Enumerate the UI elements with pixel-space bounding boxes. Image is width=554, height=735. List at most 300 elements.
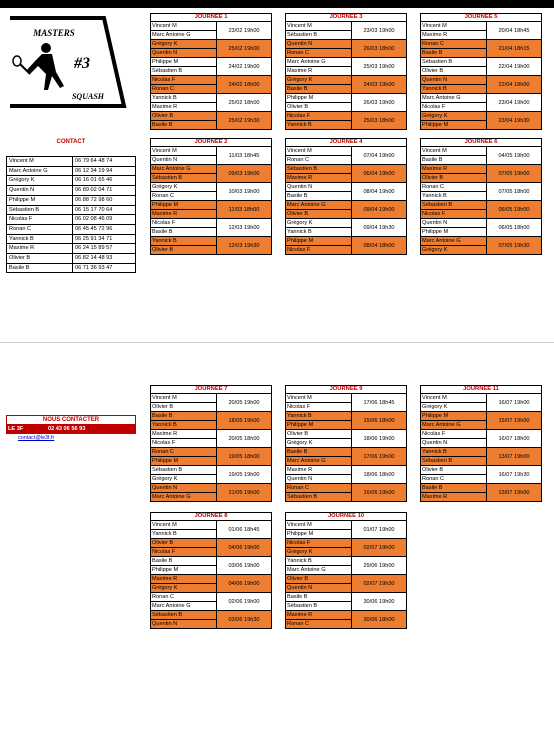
match-players xyxy=(151,484,217,501)
player-name: Basile B xyxy=(422,50,443,56)
contact-row xyxy=(7,224,136,234)
player-name: Ronan C xyxy=(286,484,351,493)
match-players xyxy=(151,147,217,164)
match-players xyxy=(151,466,217,483)
player-name: Grégory K xyxy=(152,476,178,482)
contact-phone: 06 89 02 04 71 xyxy=(73,186,136,196)
match-players xyxy=(151,201,217,218)
match-players xyxy=(151,112,217,129)
player-name: Sébastien B xyxy=(287,32,318,38)
match-row xyxy=(420,484,542,502)
player-name: Olivier B xyxy=(421,466,486,475)
match-row xyxy=(150,575,272,593)
match-date: 30/06 18h00 xyxy=(363,616,395,623)
journee-title: JOURNEE 7 xyxy=(150,385,272,393)
logo-text-masters: MASTERS xyxy=(33,28,75,38)
match-row xyxy=(285,520,407,539)
match-row xyxy=(420,201,542,219)
player-name: Vincent M xyxy=(286,394,351,403)
match-players xyxy=(286,237,352,254)
match-date: 20/05 19h00 xyxy=(228,399,260,406)
journee-title: JOURNEE 10 xyxy=(285,512,407,520)
page-separator xyxy=(0,342,554,343)
match-row xyxy=(420,466,542,484)
player-name: Maxime R xyxy=(422,494,448,500)
player-name: Grégory K xyxy=(286,219,351,228)
match-players xyxy=(421,484,487,501)
player-name: Nicolas F xyxy=(422,211,446,217)
match-row xyxy=(285,165,407,183)
match-players xyxy=(421,237,487,254)
player-name: Vincent M xyxy=(151,521,216,530)
contact-row xyxy=(7,244,136,254)
journee-block xyxy=(150,385,272,502)
player-name: Nicolas F xyxy=(152,440,176,446)
player-name: Olivier B xyxy=(422,68,444,74)
match-date: 19/05 18h00 xyxy=(228,453,260,460)
match-date: 25/02 19h30 xyxy=(228,117,260,124)
match-players xyxy=(286,466,352,483)
match-row xyxy=(150,201,272,219)
contact-phone: 06 25 91 34 71 xyxy=(73,234,136,244)
match-row xyxy=(150,94,272,112)
match-players xyxy=(286,611,352,628)
player-name: Maxime R xyxy=(151,430,216,439)
match-players xyxy=(286,58,352,75)
match-date: 13/07 19h00 xyxy=(498,489,530,496)
player-name: Quentin N xyxy=(421,219,486,228)
match-players xyxy=(151,237,217,254)
player-name: Quentin N xyxy=(286,183,351,192)
match-row xyxy=(420,412,542,430)
journee-title: JOURNEE 1 xyxy=(150,13,272,21)
contact-row xyxy=(7,157,136,167)
player-name: Basile B xyxy=(286,448,351,457)
player-name: Nicolas F xyxy=(151,219,216,228)
match-date: 24/03 19h00 xyxy=(363,81,395,88)
player-name: Basile B xyxy=(287,86,308,92)
match-players xyxy=(286,94,352,111)
match-row xyxy=(285,611,407,629)
player-name: Quentin N xyxy=(152,157,178,163)
player-name: Vincent M xyxy=(421,147,486,156)
logo-text-squash: SQUASH xyxy=(71,92,105,101)
match-date: 29/06 19h00 xyxy=(363,562,395,569)
player-name: Quentin N xyxy=(152,50,178,56)
contact-name: Quentin N xyxy=(7,186,73,196)
contact-phone: 06 12 34 19 94 xyxy=(73,166,136,176)
journee-title: JOURNEE 5 xyxy=(420,13,542,21)
match-date: 15/06 18h00 xyxy=(363,417,395,424)
match-date: 23/04 19h30 xyxy=(498,117,530,124)
contact-name: Yannick B xyxy=(7,234,73,244)
match-players xyxy=(151,165,217,182)
match-players xyxy=(151,430,217,447)
match-players xyxy=(421,219,487,236)
contact-phone: 06 02 08 46 09 xyxy=(73,215,136,225)
match-date: 08/04 18h00 xyxy=(363,242,395,249)
match-players xyxy=(286,412,352,429)
contact-name: Ronan C xyxy=(7,224,73,234)
player-name: Vincent M xyxy=(421,394,486,403)
player-name: Yannick B xyxy=(287,229,312,235)
match-players xyxy=(421,183,487,200)
player-name: Nicolas F xyxy=(152,549,176,555)
contact-phone: 06 71 36 93 47 xyxy=(73,263,136,273)
player-name: Marc Antoine G xyxy=(287,458,326,464)
player-name: Philippe M xyxy=(422,122,449,128)
player-name: Ronan C xyxy=(287,621,310,627)
player-name: Maxime R xyxy=(287,175,313,181)
match-row xyxy=(150,112,272,130)
match-date: 16/06 19h00 xyxy=(363,489,395,496)
player-name: Sébastien B xyxy=(421,58,486,67)
match-row xyxy=(150,183,272,201)
contact-phone: 06 15 17 70 64 xyxy=(73,205,136,215)
player-name: Basile B xyxy=(422,157,443,163)
player-name: Sébastien B xyxy=(151,611,216,620)
journee-title: JOURNEE 3 xyxy=(285,13,407,21)
player-name: Philippe M xyxy=(287,422,314,428)
match-players xyxy=(151,448,217,465)
match-row xyxy=(285,237,407,255)
journee-block xyxy=(420,13,542,130)
match-row xyxy=(150,412,272,430)
player-name: Yannick B xyxy=(286,557,351,566)
match-row xyxy=(285,94,407,112)
contact-name: Philippe M xyxy=(7,195,73,205)
match-date: 25/03 18h00 xyxy=(363,117,395,124)
journee-title: JOURNEE 4 xyxy=(285,138,407,146)
player-name: Olivier B xyxy=(152,247,174,253)
player-name: Basile B xyxy=(421,484,486,493)
match-players xyxy=(421,201,487,218)
journee-block xyxy=(285,138,407,255)
player-name: Sébastien B xyxy=(286,165,351,174)
match-players xyxy=(151,183,217,200)
match-players xyxy=(286,593,352,610)
match-date: 20/05 18h00 xyxy=(228,435,260,442)
player-name: Marc Antoine G xyxy=(287,567,326,573)
journee-block xyxy=(285,13,407,130)
player-name: Philippe M xyxy=(152,567,179,573)
player-name: Maxime R xyxy=(421,165,486,174)
player-name: Maxime R xyxy=(152,104,178,110)
player-name: Sébastien B xyxy=(287,494,318,500)
match-date: 06/04 19h00 xyxy=(363,170,395,177)
player-name: Yannick B xyxy=(151,237,216,246)
match-row xyxy=(285,40,407,58)
match-players xyxy=(286,394,352,411)
player-name: Quentin N xyxy=(422,440,448,446)
match-players xyxy=(421,76,487,93)
player-name: Basile B xyxy=(287,193,308,199)
top-bar xyxy=(0,0,554,8)
player-name: Quentin N xyxy=(286,40,351,49)
player-name: Sébastien B xyxy=(287,603,318,609)
journee-title: JOURNEE 8 xyxy=(150,512,272,520)
player-name: Sébastien B xyxy=(421,201,486,210)
match-players xyxy=(421,94,487,111)
player-name: Yannick B xyxy=(286,412,351,421)
match-date: 12/03 19h30 xyxy=(228,242,260,249)
match-players xyxy=(286,201,352,218)
player-name: Marc Antoine G xyxy=(421,94,486,103)
match-players xyxy=(286,165,352,182)
player-name: Nicolas F xyxy=(287,247,311,253)
match-date: 04/06 19h00 xyxy=(228,544,260,551)
player-name: Ronan C xyxy=(287,157,310,163)
match-players xyxy=(421,412,487,429)
match-row xyxy=(420,112,542,130)
match-row xyxy=(150,611,272,629)
player-name: Maxime R xyxy=(152,211,178,217)
match-date: 20/04 18h45 xyxy=(498,27,530,34)
match-date: 07/04 19h00 xyxy=(363,152,395,159)
match-row xyxy=(285,412,407,430)
match-date: 12/03 19h00 xyxy=(228,224,260,231)
player-name: Philippe M xyxy=(152,458,179,464)
player-name: Sébastien B xyxy=(151,466,216,475)
match-date: 11/03 18h00 xyxy=(228,206,260,213)
match-players xyxy=(286,557,352,574)
match-row xyxy=(150,539,272,557)
match-row xyxy=(150,520,272,539)
player-name: Yannick B xyxy=(287,122,312,128)
match-date: 22/04 19h00 xyxy=(498,63,530,70)
match-row xyxy=(150,466,272,484)
player-name: Nicolas F xyxy=(422,104,446,110)
match-players xyxy=(421,58,487,75)
match-players xyxy=(421,165,487,182)
match-date: 11/03 18h45 xyxy=(228,152,260,159)
org-phone: 02 43 06 56 93 xyxy=(48,426,86,432)
match-row xyxy=(150,430,272,448)
contact-row xyxy=(7,205,136,215)
player-name: Marc Antoine G xyxy=(152,32,191,38)
match-players xyxy=(151,76,217,93)
match-players xyxy=(421,466,487,483)
player-name: Marc Antoine G xyxy=(151,165,216,174)
match-row xyxy=(285,575,407,593)
nous-contacter-box xyxy=(6,415,136,443)
match-players xyxy=(421,448,487,465)
journee-block xyxy=(285,385,407,502)
match-row xyxy=(420,183,542,201)
match-players xyxy=(151,593,217,610)
match-date: 10/03 19h00 xyxy=(228,188,260,195)
match-date: 01/07 19h00 xyxy=(363,526,395,533)
match-date: 26/03 18h00 xyxy=(363,45,395,52)
match-row xyxy=(285,593,407,611)
journee-block xyxy=(420,385,542,502)
player-name: Vincent M xyxy=(421,22,486,31)
match-row xyxy=(285,219,407,237)
player-name: Basile B xyxy=(151,412,216,421)
journee-block xyxy=(285,512,407,629)
match-row xyxy=(420,94,542,112)
player-name: Ronan C xyxy=(151,593,216,602)
match-players xyxy=(286,147,352,164)
match-row xyxy=(285,183,407,201)
match-date: 21/04 18h15 xyxy=(498,45,530,52)
match-date: 04/06 19h00 xyxy=(228,580,260,587)
contact-name: Sébastien B xyxy=(7,205,73,215)
match-row xyxy=(285,76,407,94)
match-date: 18/06 19h00 xyxy=(363,435,395,442)
match-players xyxy=(286,521,352,538)
match-row xyxy=(420,430,542,448)
contact-phone: 06 82 14 48 93 xyxy=(73,254,136,264)
journee-title: JOURNEE 2 xyxy=(150,138,272,146)
player-name: Ronan C xyxy=(152,193,175,199)
match-players xyxy=(151,539,217,556)
contact-table xyxy=(6,156,136,273)
match-date: 25/03 19h00 xyxy=(363,63,395,70)
player-name: Yannick B xyxy=(422,86,447,92)
player-name: Marc Antoine G xyxy=(286,58,351,67)
match-row xyxy=(420,76,542,94)
match-date: 02/07 19h30 xyxy=(363,580,395,587)
match-row xyxy=(150,165,272,183)
player-name: Quentin N xyxy=(421,76,486,85)
match-row xyxy=(150,393,272,412)
match-date: 18/06 18h00 xyxy=(363,471,395,478)
match-row xyxy=(285,448,407,466)
match-players xyxy=(286,219,352,236)
player-name: Yannick B xyxy=(152,422,177,428)
match-date: 07/05 19h30 xyxy=(498,242,530,249)
match-date: 23/04 19h00 xyxy=(498,99,530,106)
contact-email-link[interactable]: contact@le3f.fr xyxy=(18,435,55,441)
player-name: Nicolas F xyxy=(287,404,311,410)
match-row xyxy=(150,21,272,40)
player-name: Philippe M xyxy=(421,412,486,421)
contact-row xyxy=(7,263,136,273)
match-date: 23/02 19h00 xyxy=(228,27,260,34)
journee-title: JOURNEE 11 xyxy=(420,385,542,393)
match-date: 09/03 19h00 xyxy=(228,170,260,177)
match-row xyxy=(285,112,407,130)
player-name: Vincent M xyxy=(151,147,216,156)
player-name: Philippe M xyxy=(286,94,351,103)
contact-row xyxy=(7,166,136,176)
match-date: 13/07 19h00 xyxy=(498,453,530,460)
match-date: 01/06 18h45 xyxy=(228,526,260,533)
match-row xyxy=(420,448,542,466)
match-players xyxy=(151,394,217,411)
match-players xyxy=(421,40,487,57)
match-row xyxy=(150,146,272,165)
match-date: 03/06 19h00 xyxy=(228,562,260,569)
journee-block xyxy=(150,13,272,130)
match-date: 07/05 18h00 xyxy=(498,188,530,195)
match-players xyxy=(151,40,217,57)
contact-name: Nicolas F xyxy=(7,215,73,225)
match-date: 02/07 19h00 xyxy=(363,544,395,551)
player-name: Grégory K xyxy=(152,585,178,591)
match-players xyxy=(286,22,352,39)
player-name: Quentin N xyxy=(151,484,216,493)
player-name: Sébastien B xyxy=(152,68,183,74)
match-row xyxy=(150,557,272,575)
match-date: 19/05 19h00 xyxy=(228,471,260,478)
contact-phone: 06 24 15 89 57 xyxy=(73,244,136,254)
player-name: Philippe M xyxy=(287,531,314,537)
match-date: 06/05 18h00 xyxy=(498,224,530,231)
match-date: 16/07 19h30 xyxy=(498,471,530,478)
player-name: Basile B xyxy=(152,229,173,235)
match-date: 25/02 18h00 xyxy=(228,99,260,106)
match-players xyxy=(151,22,217,39)
contact-row xyxy=(7,176,136,186)
match-date: 22/04 18h00 xyxy=(498,81,530,88)
match-row xyxy=(150,58,272,76)
contact-row xyxy=(7,234,136,244)
match-row xyxy=(285,201,407,219)
match-row xyxy=(285,539,407,557)
match-row xyxy=(150,448,272,466)
journee-title: JOURNEE 9 xyxy=(285,385,407,393)
match-players xyxy=(286,112,352,129)
player-name: Sébastien B xyxy=(422,458,453,464)
match-row xyxy=(420,40,542,58)
match-date: 30/06 19h00 xyxy=(363,598,395,605)
player-name: Ronan C xyxy=(421,183,486,192)
match-players xyxy=(286,448,352,465)
match-date: 18/05 19h00 xyxy=(228,417,260,424)
match-date: 17/06 18h45 xyxy=(363,399,395,406)
match-date: 21/05 19h00 xyxy=(228,489,260,496)
match-row xyxy=(285,484,407,502)
match-row xyxy=(420,237,542,255)
player-name: Olivier B xyxy=(287,104,309,110)
match-players xyxy=(421,22,487,39)
match-row xyxy=(285,557,407,575)
player-name: Marc Antoine G xyxy=(421,237,486,246)
player-name: Olivier B xyxy=(422,175,444,181)
match-row xyxy=(420,21,542,40)
player-name: Yannick B xyxy=(152,531,177,537)
contact-phone: 06 79 64 48 74 xyxy=(73,157,136,167)
match-row xyxy=(150,593,272,611)
player-name: Ronan C xyxy=(422,476,445,482)
match-row xyxy=(420,58,542,76)
player-name: Nicolas F xyxy=(286,112,351,121)
player-name: Olivier B xyxy=(151,112,216,121)
contact-phone: 06 45 45 72 96 xyxy=(73,224,136,234)
journee-block xyxy=(150,512,272,629)
player-name: Marc Antoine G xyxy=(152,603,191,609)
player-name: Maxime R xyxy=(286,611,351,620)
player-name: Philippe M xyxy=(422,229,449,235)
match-row xyxy=(285,466,407,484)
player-name: Vincent M xyxy=(286,147,351,156)
match-players xyxy=(421,147,487,164)
match-players xyxy=(286,183,352,200)
match-players xyxy=(421,430,487,447)
player-name: Grégory K xyxy=(151,183,216,192)
match-date: 15/07 19h00 xyxy=(498,417,530,424)
contact-name: Maxime R xyxy=(7,244,73,254)
match-row xyxy=(150,484,272,502)
nous-contacter-row xyxy=(6,425,136,434)
match-date: 26/03 19h00 xyxy=(363,99,395,106)
player-name: Grégory K xyxy=(422,404,448,410)
player-name: Grégory K xyxy=(286,76,351,85)
player-name: Philippe M xyxy=(151,58,216,67)
match-date: 25/02 19h00 xyxy=(228,45,260,52)
